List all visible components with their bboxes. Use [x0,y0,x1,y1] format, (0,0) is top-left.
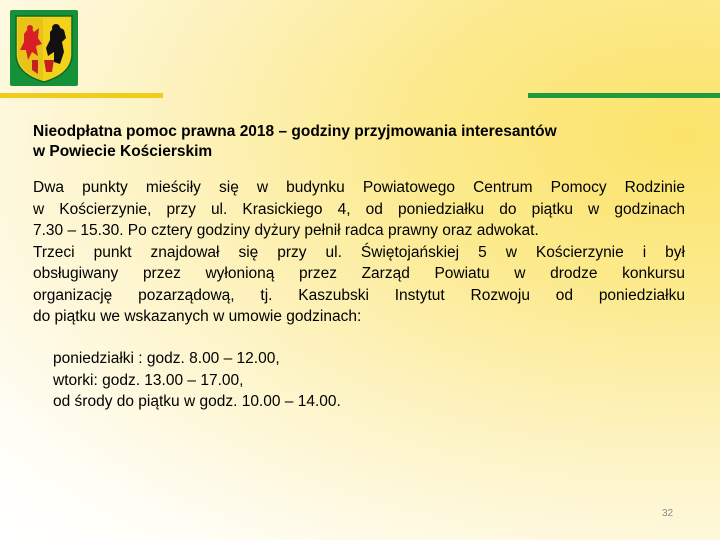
body-line: obsługiwany przez wyłonioną przez Zarząd Powiatu w drodze konkursu [33,265,685,282]
page-number: 32 [662,508,674,519]
title-line: Nieodpłatna pomoc prawna 2018 – godziny przyjmowania interesantów [33,123,557,140]
slide-title [33,122,673,162]
body-line: organizację pozarządową, tj. Kaszubski Instytut Rozwoju od poniedziałku [33,286,685,304]
body-line: w Kościerzynie, przy ul. Krasickiego 4, od poniedziałku do piątku w godzinach [33,200,685,218]
decorative-bar-yellow [0,93,163,98]
hours-list [53,348,341,413]
body-paragraph [33,177,685,328]
body-line: 7.30 – 15.30. Po cztery godziny dyżury pełnił radca prawny oraz adwokat. [33,222,539,239]
hours-item: od środy do piątku w godz. 10.00 – 14.00. [53,393,341,410]
decorative-bar-green [528,93,720,98]
title-line: w Powiecie Kościerskim [33,143,213,160]
hours-item: wtorki: godz. 13.00 – 17.00, [53,371,244,389]
coat-of-arms-logo [10,10,78,86]
hours-item: poniedziałki : godz. 8.00 – 12.00, [53,350,280,367]
body-line: do piątku we wskazanych w umowie godzinach: [33,308,362,325]
body-line: Dwa punkty mieściły się w budynku Powiatowego Centrum Pomocy Rodzinie [33,179,685,196]
body-line: Trzeci punkt znajdował się przy ul. Świętojańskiej 5 w Kościerzynie i był [33,243,685,261]
